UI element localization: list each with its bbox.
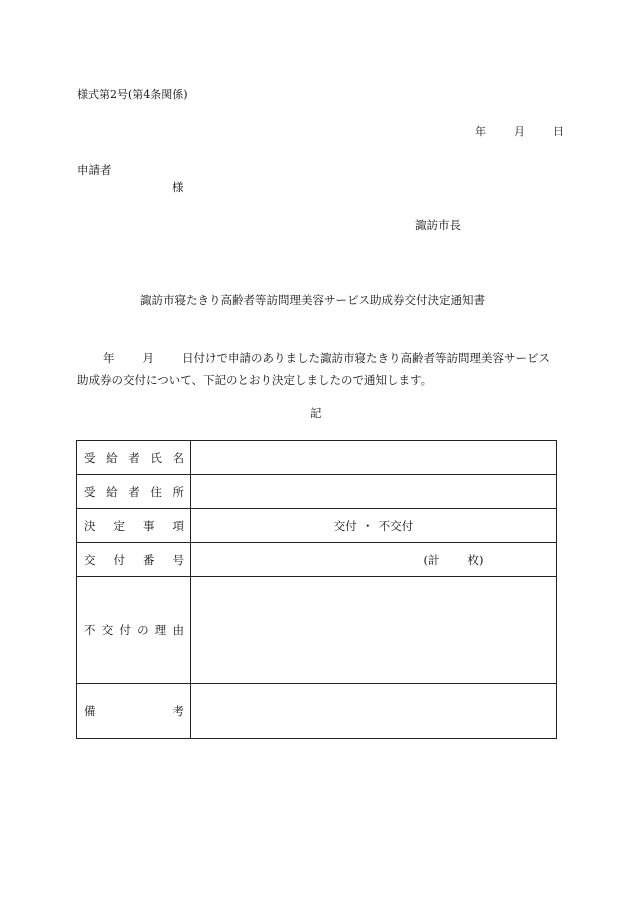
body-line1: 日付けで申請のありました諏訪市寝たきり高齢者等訪問理美容サービス: [182, 351, 550, 365]
row-label-rejection-reason: 不交付の理由: [77, 577, 191, 684]
remarks-field[interactable]: [191, 684, 557, 739]
date-year: 年: [475, 125, 486, 138]
applicant-honorific: 様: [172, 180, 184, 194]
table-row: [77, 441, 557, 475]
table-row: [77, 509, 557, 543]
table-row: [77, 577, 557, 684]
form-number: 様式第2号(第4条関係): [77, 88, 188, 101]
table-row: [77, 475, 557, 509]
body-year: 年: [103, 351, 115, 365]
issue-number-field[interactable]: [191, 543, 557, 577]
row-label-recipient-name: 受給者氏名: [77, 441, 191, 475]
body-month: 月: [142, 351, 154, 365]
issuer-name: 諏訪市長: [415, 218, 461, 232]
row-label-remarks: 備考: [77, 684, 191, 739]
row-label-recipient-address: 受給者住所: [77, 475, 191, 509]
decision-grant[interactable]: 交付: [333, 518, 357, 533]
date-month: 月: [514, 125, 525, 138]
applicant-label: 申請者: [77, 163, 112, 177]
decision-field[interactable]: [191, 509, 557, 543]
body-line2: 助成券の交付について、下記のとおり決定しましたので通知します。: [77, 373, 433, 387]
rejection-reason-field[interactable]: [191, 577, 557, 684]
body-text: [77, 347, 560, 391]
table-row: [77, 684, 557, 739]
ki-heading: 記: [310, 406, 322, 420]
date-day: 日: [553, 125, 564, 138]
row-label-decision: 決定事項: [77, 509, 191, 543]
count-open: (計: [423, 552, 440, 567]
count-close: 枚): [467, 552, 484, 567]
table-row: [77, 543, 557, 577]
detail-table: [76, 440, 557, 739]
document-title: 諏訪市寝たきり高齢者等訪問理美容サービス助成券交付決定通知書: [140, 293, 485, 307]
date-line: [475, 123, 564, 139]
recipient-name-field[interactable]: [191, 441, 557, 475]
recipient-address-field[interactable]: [191, 475, 557, 509]
decision-no-grant[interactable]: 不交付: [378, 518, 414, 533]
decision-separator: ・: [362, 518, 374, 533]
row-label-issue-number: 交付番号: [77, 543, 191, 577]
